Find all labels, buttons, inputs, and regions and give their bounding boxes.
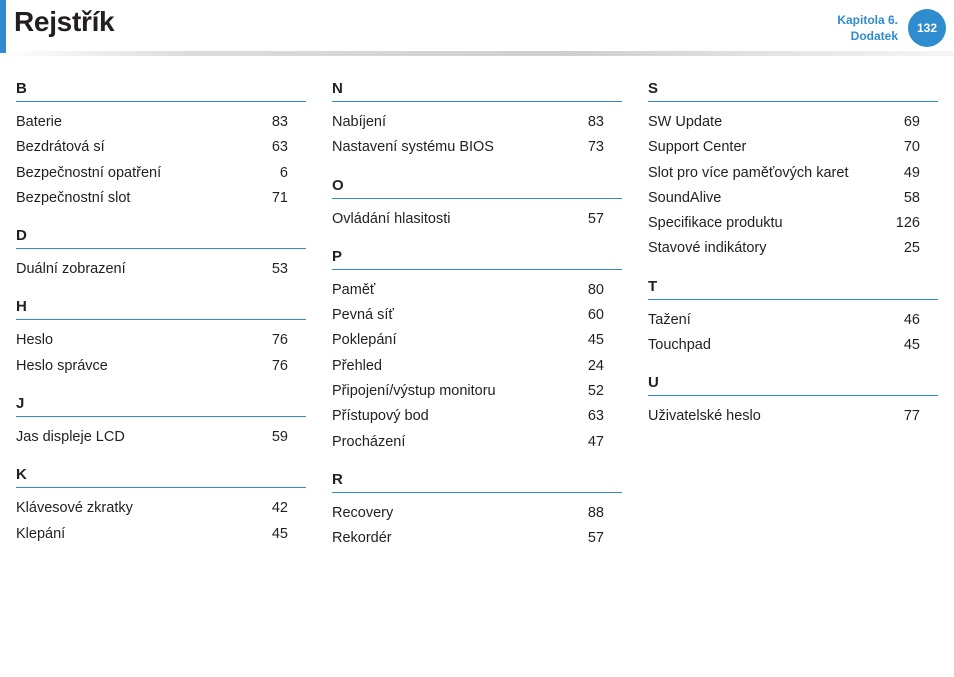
index-entry[interactable] [16, 328, 288, 353]
index-entry[interactable] [16, 161, 288, 186]
index-page-number: 58 [903, 189, 920, 206]
index-entry[interactable] [332, 379, 604, 404]
index-entry[interactable] [648, 236, 920, 261]
index-letter-heading: K [16, 466, 306, 488]
index-term: Specifikace produktu [648, 215, 783, 232]
index-page-number: 69 [903, 114, 920, 130]
page-title: Rejstřík [14, 6, 115, 37]
index-section [648, 374, 938, 429]
index-term: Pevná síť [332, 307, 394, 324]
index-letter-heading: S [648, 80, 938, 102]
index-page-number: 57 [587, 530, 604, 547]
index-entry[interactable] [648, 211, 920, 236]
index-entry[interactable] [648, 186, 920, 211]
index-term: Bezpečnostní opatření [16, 164, 162, 181]
index-entry[interactable] [648, 404, 920, 429]
index-term: Klepání [16, 525, 66, 542]
index-term: Heslo [16, 332, 54, 349]
index-entry[interactable] [16, 496, 288, 521]
index-term: Klávesové zkratky [16, 500, 133, 517]
index-section [332, 471, 622, 552]
index-column-3 [648, 80, 938, 446]
index-letter-heading: U [648, 374, 938, 396]
index-term: Baterie [16, 114, 62, 130]
index-entry[interactable] [648, 308, 920, 333]
index-page-number: 42 [271, 500, 288, 517]
index-page-number: 77 [903, 408, 920, 425]
index-entry[interactable] [332, 207, 604, 232]
header-accent-bar [0, 0, 6, 53]
index-page-number: 59 [271, 429, 288, 446]
index-entry[interactable] [16, 354, 288, 379]
index-section [332, 177, 622, 232]
index-column-2 [332, 80, 622, 568]
index-entry[interactable] [332, 328, 604, 353]
index-entry[interactable] [16, 186, 288, 211]
index-section [16, 395, 306, 450]
index-term: SW Update [648, 114, 723, 130]
index-page-number: 63 [271, 139, 288, 156]
index-term: Rekordér [332, 530, 392, 547]
index-letter-heading: T [648, 278, 938, 300]
index-entry[interactable] [332, 278, 604, 303]
index-section [16, 466, 306, 547]
index-page-number: 63 [587, 408, 604, 425]
index-entry[interactable] [332, 430, 604, 455]
index-term: Heslo správce [16, 357, 108, 374]
index-page-number: 52 [587, 383, 604, 400]
index-entry[interactable] [332, 404, 604, 429]
index-term: Bezpečnostní slot [16, 189, 131, 206]
index-term: Procházení [332, 433, 406, 450]
header-divider [0, 51, 954, 56]
index-page-number: 70 [903, 139, 920, 156]
index-term: Touchpad [648, 337, 711, 354]
index-letter-heading: D [16, 227, 306, 249]
chapter-number: Kapitola 6. [837, 13, 898, 27]
index-term: Stavové indikátory [648, 240, 767, 257]
chapter-name: Dodatek [850, 29, 898, 43]
index-term: Support Center [648, 139, 747, 156]
index-letter-heading: O [332, 177, 622, 199]
index-term: Recovery [332, 504, 394, 521]
page-number-badge: 132 [908, 9, 946, 47]
index-section [16, 80, 306, 211]
index-entry[interactable] [332, 354, 604, 379]
index-section [16, 298, 306, 379]
index-entry[interactable] [16, 135, 288, 160]
index-section [648, 278, 938, 359]
index-page-number: 88 [587, 504, 604, 521]
index-letter-heading: H [16, 298, 306, 320]
index-page-number: 76 [271, 332, 288, 349]
index-letter-heading: R [332, 471, 622, 493]
index-column-1 [16, 80, 306, 563]
index-section [332, 80, 622, 161]
index-entry[interactable] [332, 501, 604, 526]
index-section [16, 227, 306, 282]
index-page-number: 6 [279, 164, 288, 181]
index-term: Připojení/výstup monitoru [332, 383, 496, 400]
index-entry[interactable] [16, 425, 288, 450]
index-letter-heading: B [16, 80, 306, 102]
index-term: Uživatelské heslo [648, 408, 761, 425]
index-term: Poklepání [332, 332, 397, 349]
index-entry[interactable] [332, 110, 604, 135]
index-entry[interactable] [332, 135, 604, 160]
index-page-number: 47 [587, 433, 604, 450]
index-page-number: 80 [587, 281, 604, 298]
index-term: Tažení [648, 311, 691, 328]
index-page-number: 45 [587, 332, 604, 349]
index-entry[interactable] [648, 161, 920, 186]
index-letter-heading: N [332, 80, 622, 102]
index-page-number: 73 [587, 139, 604, 156]
index-page-number: 126 [895, 215, 920, 232]
chapter-label [837, 12, 898, 44]
index-page-number: 49 [903, 164, 920, 181]
index-entry[interactable] [332, 303, 604, 328]
index-page-number: 53 [271, 261, 288, 278]
index-term: Jas displeje LCD [16, 429, 125, 446]
index-term: Ovládání hlasitosti [332, 210, 451, 227]
index-page-number: 83 [587, 114, 604, 130]
index-page-number: 45 [903, 337, 920, 354]
index-page-number: 24 [587, 357, 604, 374]
index-entry[interactable] [648, 333, 920, 358]
index-entry[interactable] [16, 522, 288, 547]
index-page-number: 60 [587, 307, 604, 324]
index-term: Paměť [332, 281, 376, 298]
index-page-number: 83 [271, 114, 288, 130]
index-term: Nastavení systému BIOS [332, 139, 494, 156]
index-term: Slot pro více paměťových karet [648, 164, 849, 181]
index-page-number: 71 [271, 189, 288, 206]
index-page-number: 57 [587, 210, 604, 227]
index-term: Přehled [332, 357, 382, 374]
index-term: Bezdrátová sí [16, 139, 105, 156]
index-entry[interactable] [16, 257, 288, 282]
index-term: Duální zobrazení [16, 261, 126, 278]
index-entry[interactable] [16, 110, 288, 135]
index-page-number: 76 [271, 357, 288, 374]
index-letter-heading: P [332, 248, 622, 270]
index-entry[interactable] [648, 110, 920, 135]
index-section [332, 248, 622, 455]
index-term: Přístupový bod [332, 408, 429, 425]
index-letter-heading: J [16, 395, 306, 417]
index-page-number: 25 [903, 240, 920, 257]
index-page-number: 45 [271, 525, 288, 542]
index-page-number: 46 [903, 311, 920, 328]
index-entry[interactable] [332, 526, 604, 551]
index-term: SoundAlive [648, 189, 722, 206]
index-section [648, 80, 938, 262]
index-term: Nabíjení [332, 114, 387, 130]
index-entry[interactable] [648, 135, 920, 160]
